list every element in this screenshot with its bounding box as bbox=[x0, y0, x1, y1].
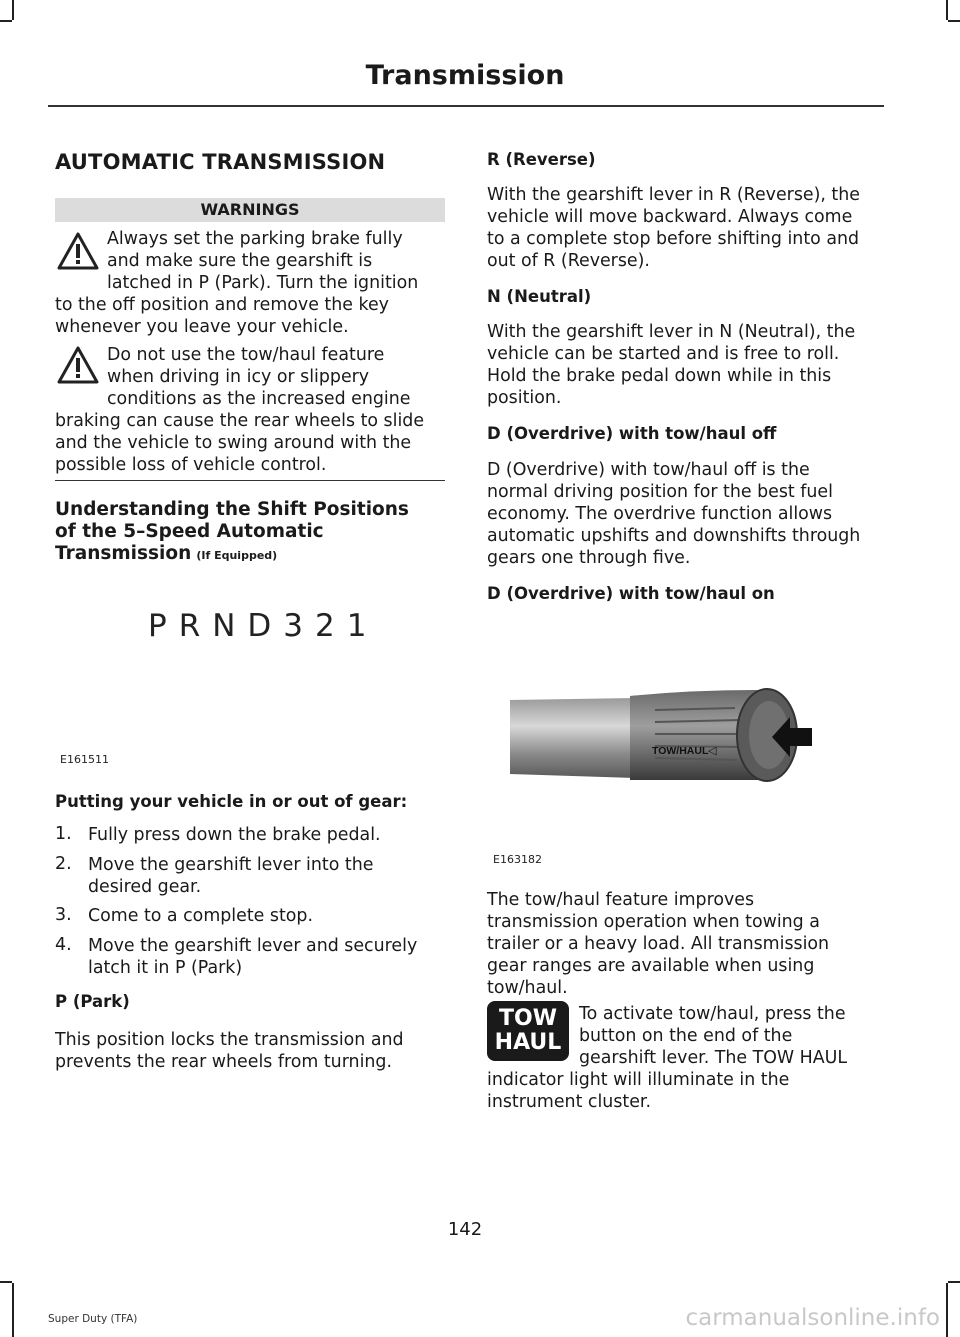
activate-text-line-5: instrument cluster. bbox=[487, 1092, 651, 1112]
tow-haul-indicator-icon bbox=[487, 1001, 569, 1061]
reverse-text-line-1: With the gearshift lever in R (Reverse), the bbox=[487, 185, 860, 205]
warning-triangle-icon bbox=[56, 231, 100, 271]
lever-tow-haul-label: TOW/HAUL bbox=[652, 745, 709, 757]
overdrive-off-text-line-2: normal driving position for the best fuel bbox=[487, 482, 833, 502]
warning-2-line-1: Do not use the tow/haul feature bbox=[107, 345, 385, 365]
warning-1-line-1: Always set the parking brake fully bbox=[107, 229, 403, 249]
step-1-text: Fully press down the brake pedal. bbox=[88, 825, 381, 845]
pointer-arrow-icon bbox=[770, 713, 814, 761]
subheading-line-1: Understanding the Shift Positions bbox=[55, 499, 409, 520]
overdrive-on-heading: D (Overdrive) with tow/haul on bbox=[487, 584, 775, 603]
warning-2-line-6: possible loss of vehicle control. bbox=[55, 455, 327, 475]
warning-2-line-2: when driving in icy or slippery bbox=[107, 367, 370, 387]
park-text-line-2: prevents the rear wheels from turning. bbox=[55, 1052, 392, 1072]
neutral-text-line-3: Hold the brake pedal down while in this bbox=[487, 366, 832, 386]
neutral-text-line-1: With the gearshift lever in N (Neutral), the bbox=[487, 322, 856, 342]
warning-1-line-5: whenever you leave your vehicle. bbox=[55, 317, 349, 337]
warning-2-line-3: conditions as the increased engine bbox=[107, 389, 411, 409]
activate-text-line-2: button on the end of the bbox=[579, 1026, 793, 1046]
step-4-text-line-1: Move the gearshift lever and securely bbox=[88, 936, 418, 956]
activate-text-line-4: indicator light will illuminate in the bbox=[487, 1070, 790, 1090]
subheading-line-3 bbox=[55, 543, 277, 564]
badge-line-2: HAUL bbox=[494, 1030, 562, 1055]
steps-heading: Putting your vehicle in or out of gear: bbox=[55, 792, 408, 811]
lever-arrow-symbol: ◁ bbox=[708, 744, 717, 757]
towhaul-text-line-5: tow/haul. bbox=[487, 978, 568, 998]
crop-mark-bottom-left-v bbox=[12, 1283, 14, 1337]
neutral-text-line-4: position. bbox=[487, 388, 562, 408]
badge-line-1: TOW bbox=[499, 1006, 557, 1031]
crop-mark-bottom-left-h bbox=[0, 1281, 12, 1283]
park-heading: P (Park) bbox=[55, 992, 130, 1011]
header-rule bbox=[48, 105, 884, 107]
neutral-heading: N (Neutral) bbox=[487, 287, 592, 306]
crop-mark-top-left-h bbox=[0, 20, 12, 22]
warnings-bar: WARNINGS bbox=[55, 198, 445, 222]
overdrive-off-text-line-5: gears one through five. bbox=[487, 548, 691, 568]
step-3-number: 3. bbox=[55, 905, 72, 925]
park-text-line-1: This position locks the transmission and bbox=[55, 1030, 404, 1050]
reverse-text-line-4: out of R (Reverse). bbox=[487, 251, 650, 271]
warning-1-line-2: and make sure the gearshift is bbox=[107, 251, 373, 271]
subheading-line-2: of the 5–Speed Automatic bbox=[55, 521, 324, 542]
crop-mark-bottom-right-v bbox=[946, 1283, 948, 1337]
crop-mark-top-right-v bbox=[946, 0, 948, 20]
footer-model: Super Duty (TFA) bbox=[48, 1313, 138, 1325]
crop-mark-bottom-right-h bbox=[948, 1281, 960, 1283]
subheading-line-3-text: Transmission bbox=[55, 543, 192, 564]
warning-2-line-5: and the vehicle to swing around with the bbox=[55, 433, 412, 453]
step-4-number: 4. bbox=[55, 935, 72, 955]
neutral-text-line-2: vehicle can be started and is free to roll. bbox=[487, 344, 840, 364]
step-3-text: Come to a complete stop. bbox=[88, 906, 313, 926]
figure-2-label: E163182 bbox=[493, 853, 542, 866]
step-1-number: 1. bbox=[55, 824, 72, 844]
reverse-heading: R (Reverse) bbox=[487, 150, 596, 169]
towhaul-text-line-3: trailer or a heavy load. All transmission bbox=[487, 934, 830, 954]
warning-1-line-4: to the off position and remove the key bbox=[55, 295, 389, 315]
reverse-text-line-3: to a complete stop before shifting into and bbox=[487, 229, 860, 249]
crop-mark-top-right-h bbox=[948, 20, 960, 22]
section-heading: AUTOMATIC TRANSMISSION bbox=[55, 150, 386, 174]
crop-mark-top-left-v bbox=[12, 0, 14, 20]
warning-triangle-icon bbox=[56, 345, 100, 385]
subheading-suffix: (If Equipped) bbox=[196, 549, 278, 562]
watermark: carmanualsonline.info bbox=[685, 1305, 940, 1331]
overdrive-off-text-line-1: D (Overdrive) with tow/haul off is the bbox=[487, 460, 810, 480]
overdrive-off-text-line-3: economy. The overdrive function allows bbox=[487, 504, 833, 524]
gear-positions-graphic: PRND321 bbox=[148, 608, 379, 644]
page-header-title: Transmission bbox=[365, 60, 565, 91]
warnings-end-rule bbox=[55, 480, 445, 481]
warning-2-line-4: braking can cause the rear wheels to slide bbox=[55, 411, 425, 431]
page-number: 142 bbox=[447, 1219, 483, 1240]
step-2-text-line-2: desired gear. bbox=[88, 877, 202, 897]
towhaul-text-line-2: transmission operation when towing a bbox=[487, 912, 820, 932]
activate-text-line-3: gearshift lever. The TOW HAUL bbox=[579, 1048, 848, 1068]
activate-text-line-1: To activate tow/haul, press the bbox=[579, 1004, 846, 1024]
step-2-text-line-1: Move the gearshift lever into the bbox=[88, 855, 374, 875]
towhaul-text-line-1: The tow/haul feature improves bbox=[487, 890, 755, 910]
gearshift-lever-illustration bbox=[505, 680, 815, 790]
towhaul-text-line-4: gear ranges are available when using bbox=[487, 956, 815, 976]
step-2-number: 2. bbox=[55, 854, 72, 874]
figure-1-label: E161511 bbox=[60, 753, 109, 766]
step-4-text-line-2: latch it in P (Park) bbox=[88, 958, 243, 978]
overdrive-off-text-line-4: automatic upshifts and downshifts through bbox=[487, 526, 861, 546]
warning-1-line-3: latched in P (Park). Turn the ignition bbox=[107, 273, 419, 293]
reverse-text-line-2: vehicle will move backward. Always come bbox=[487, 207, 853, 227]
overdrive-off-heading: D (Overdrive) with tow/haul off bbox=[487, 424, 777, 443]
